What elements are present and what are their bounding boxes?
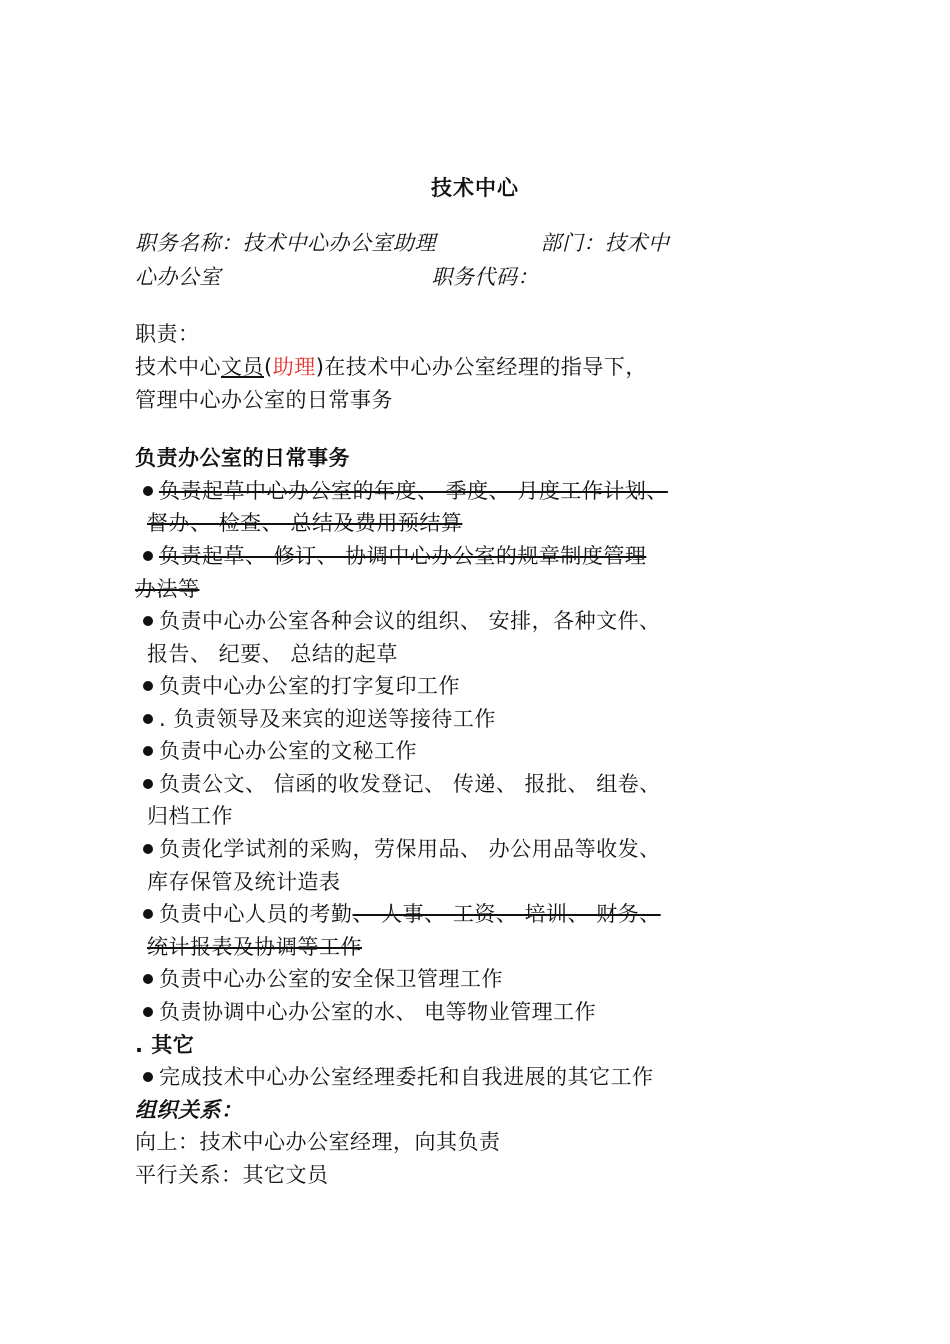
item-text: 负责公文、 信函的收发登记、 传递、 报批、 组卷、: [159, 772, 661, 796]
position-label: 职务名称：技术中心办公室助理: [135, 231, 436, 255]
item-text: 负责中心办公室的文秘工作: [159, 739, 417, 763]
item-text: 负责化学试剂的采购，劳保用品、 办公用品等收发、: [159, 837, 661, 861]
item-text: 负责中心办公室的安全保卫管理工作: [159, 967, 503, 991]
item-text: 负责协调中心办公室的水、 电等物业管理工作: [159, 1000, 597, 1024]
duties-description-cont: 管理中心办公室的日常事务: [135, 388, 393, 412]
item-text-struck: 、 人事、 工资、 培训、 财务、: [352, 902, 661, 926]
list-item: [135, 771, 661, 797]
bullet-icon: [143, 616, 153, 626]
list-item-cont: 归档工作: [147, 804, 233, 828]
bullet-icon: [143, 551, 153, 561]
position-code-label: 职务代码：: [431, 265, 539, 289]
list-item: [135, 836, 661, 862]
list-item: [135, 901, 661, 927]
bullet-icon: [143, 746, 153, 756]
bullet-icon: [143, 909, 153, 919]
list-item-cont: 库存保管及统计造表: [147, 870, 341, 894]
department-label-cont: 心办公室: [135, 265, 221, 289]
relations-parallel: 平行关系：其它文员: [135, 1163, 329, 1187]
list-item-cont: 报告、 纪要、 总结的起草: [147, 642, 398, 666]
item-text: 负责起草、 修订、 协调中心办公室的规章制度管理: [159, 544, 647, 568]
list-item: [135, 478, 668, 504]
department-line: [135, 264, 539, 290]
list-item-cont: 办法等: [135, 577, 200, 601]
bullet-icon: [143, 779, 153, 789]
bullet-icon: [143, 844, 153, 854]
item-text: 负责中心办公室的打字复印工作: [159, 674, 460, 698]
item-text: 完成技术中心办公室经理委托和自我进展的其它工作: [159, 1065, 654, 1089]
list-item: [135, 738, 417, 764]
department-label: 部门：技术中: [540, 231, 670, 255]
desc-clerk: 文员: [221, 355, 264, 379]
desc-assistant: 助理: [272, 355, 316, 379]
list-item: [135, 706, 496, 732]
list-item: [135, 966, 503, 992]
page-title: 技术中心: [431, 176, 519, 200]
list-item: [135, 608, 661, 634]
item-text: 负责中心办公室各种会议的组织、 安排，各种文件、: [159, 609, 661, 633]
item-text: 负责起草中心办公室的年度、 季度、 月度工作计划、: [159, 479, 668, 503]
relations-heading: 组织关系：: [135, 1098, 243, 1122]
desc-text-rest: )在技术中心办公室经理的指导下，: [315, 355, 647, 379]
bullet-icon: [143, 681, 153, 691]
duties-heading: 职责：: [135, 322, 200, 346]
item-text: 负责中心人员的考勤: [159, 902, 353, 926]
desc-paren: (: [264, 355, 273, 379]
bullet-icon: [143, 486, 153, 496]
bullet-icon: [143, 714, 153, 724]
section1-heading: 负责办公室的日常事务: [135, 446, 350, 470]
desc-text: 技术中心: [135, 355, 221, 379]
bullet-icon: [143, 974, 153, 984]
bullet-icon: [143, 1007, 153, 1017]
position-line: [135, 230, 669, 256]
list-item: [135, 1064, 654, 1090]
duties-description: [135, 354, 647, 380]
list-item-cont: 督办、 检查、 总结及费用预结算: [147, 511, 463, 535]
list-item: [135, 999, 596, 1025]
bullet-icon: [143, 1072, 153, 1082]
item-text: . 负责领导及来宾的迎送等接待工作: [159, 707, 496, 731]
list-item: [135, 673, 460, 699]
relations-up: 向上：技术中心办公室经理，向其负责: [135, 1130, 501, 1154]
list-item: [135, 543, 646, 569]
list-item-cont: 统计报表及协调等工作: [147, 935, 362, 959]
section2-heading: . 其它: [135, 1033, 195, 1057]
